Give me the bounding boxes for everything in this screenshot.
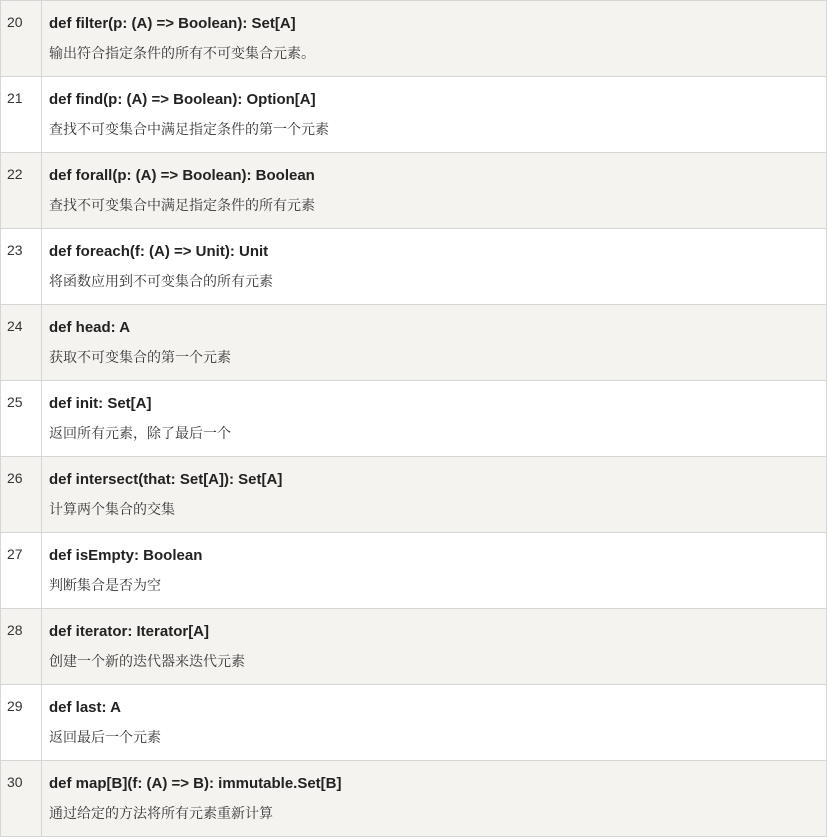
table-row [1, 153, 827, 229]
table-row [1, 457, 827, 533]
method-signature: def foreach(f: (A) => Unit): Unit [49, 243, 269, 260]
method-signature: def iterator: Iterator[A] [49, 623, 210, 640]
row-content [42, 153, 827, 229]
row-content [42, 381, 827, 457]
row-number: 26 [1, 457, 42, 533]
table-row [1, 305, 827, 381]
row-content [42, 229, 827, 305]
row-number: 25 [1, 381, 42, 457]
methods-table-body [1, 1, 827, 837]
method-description: 查找不可变集合中满足指定条件的所有元素 [49, 197, 315, 213]
table-row [1, 229, 827, 305]
method-description: 获取不可变集合的第一个元素 [49, 349, 231, 365]
row-number: 27 [1, 533, 42, 609]
row-number: 30 [1, 761, 42, 837]
row-number: 29 [1, 685, 42, 761]
row-number: 28 [1, 609, 42, 685]
method-signature: def isEmpty: Boolean [49, 547, 203, 564]
row-content [42, 533, 827, 609]
method-description: 将函数应用到不可变集合的所有元素 [49, 273, 273, 289]
method-signature: def last: A [49, 699, 121, 716]
method-description: 查找不可变集合中满足指定条件的第一个元素 [49, 121, 329, 137]
method-description: 创建一个新的迭代器来迭代元素 [49, 653, 245, 669]
method-signature: def head: A [49, 319, 131, 336]
table-row [1, 685, 827, 761]
table-row [1, 77, 827, 153]
table-row [1, 609, 827, 685]
method-description: 返回所有元素，除了最后一个 [49, 425, 231, 441]
row-content [42, 77, 827, 153]
row-content [42, 685, 827, 761]
method-signature: def init: Set[A] [49, 395, 152, 412]
method-signature: def map[B](f: (A) => B): immutable.Set[B] [49, 775, 342, 792]
row-number: 20 [1, 1, 42, 77]
method-signature: def find(p: (A) => Boolean): Option[A] [49, 91, 316, 108]
method-description: 输出符合指定条件的所有不可变集合元素。 [49, 45, 315, 61]
method-signature: def intersect(that: Set[A]): Set[A] [49, 471, 283, 488]
method-description: 计算两个集合的交集 [49, 501, 175, 517]
row-content [42, 457, 827, 533]
row-number: 24 [1, 305, 42, 381]
row-content [42, 305, 827, 381]
row-content [42, 609, 827, 685]
method-description: 通过给定的方法将所有元素重新计算 [49, 805, 273, 821]
table-row [1, 381, 827, 457]
row-number: 21 [1, 77, 42, 153]
row-content [42, 1, 827, 77]
row-number: 23 [1, 229, 42, 305]
table-row [1, 1, 827, 77]
row-number: 22 [1, 153, 42, 229]
table-row [1, 761, 827, 837]
method-signature: def forall(p: (A) => Boolean): Boolean [49, 167, 315, 184]
method-description: 判断集合是否为空 [49, 577, 161, 593]
method-signature: def filter(p: (A) => Boolean): Set[A] [49, 15, 296, 32]
method-description: 返回最后一个元素 [49, 729, 161, 745]
table-row [1, 533, 827, 609]
row-content [42, 761, 827, 837]
